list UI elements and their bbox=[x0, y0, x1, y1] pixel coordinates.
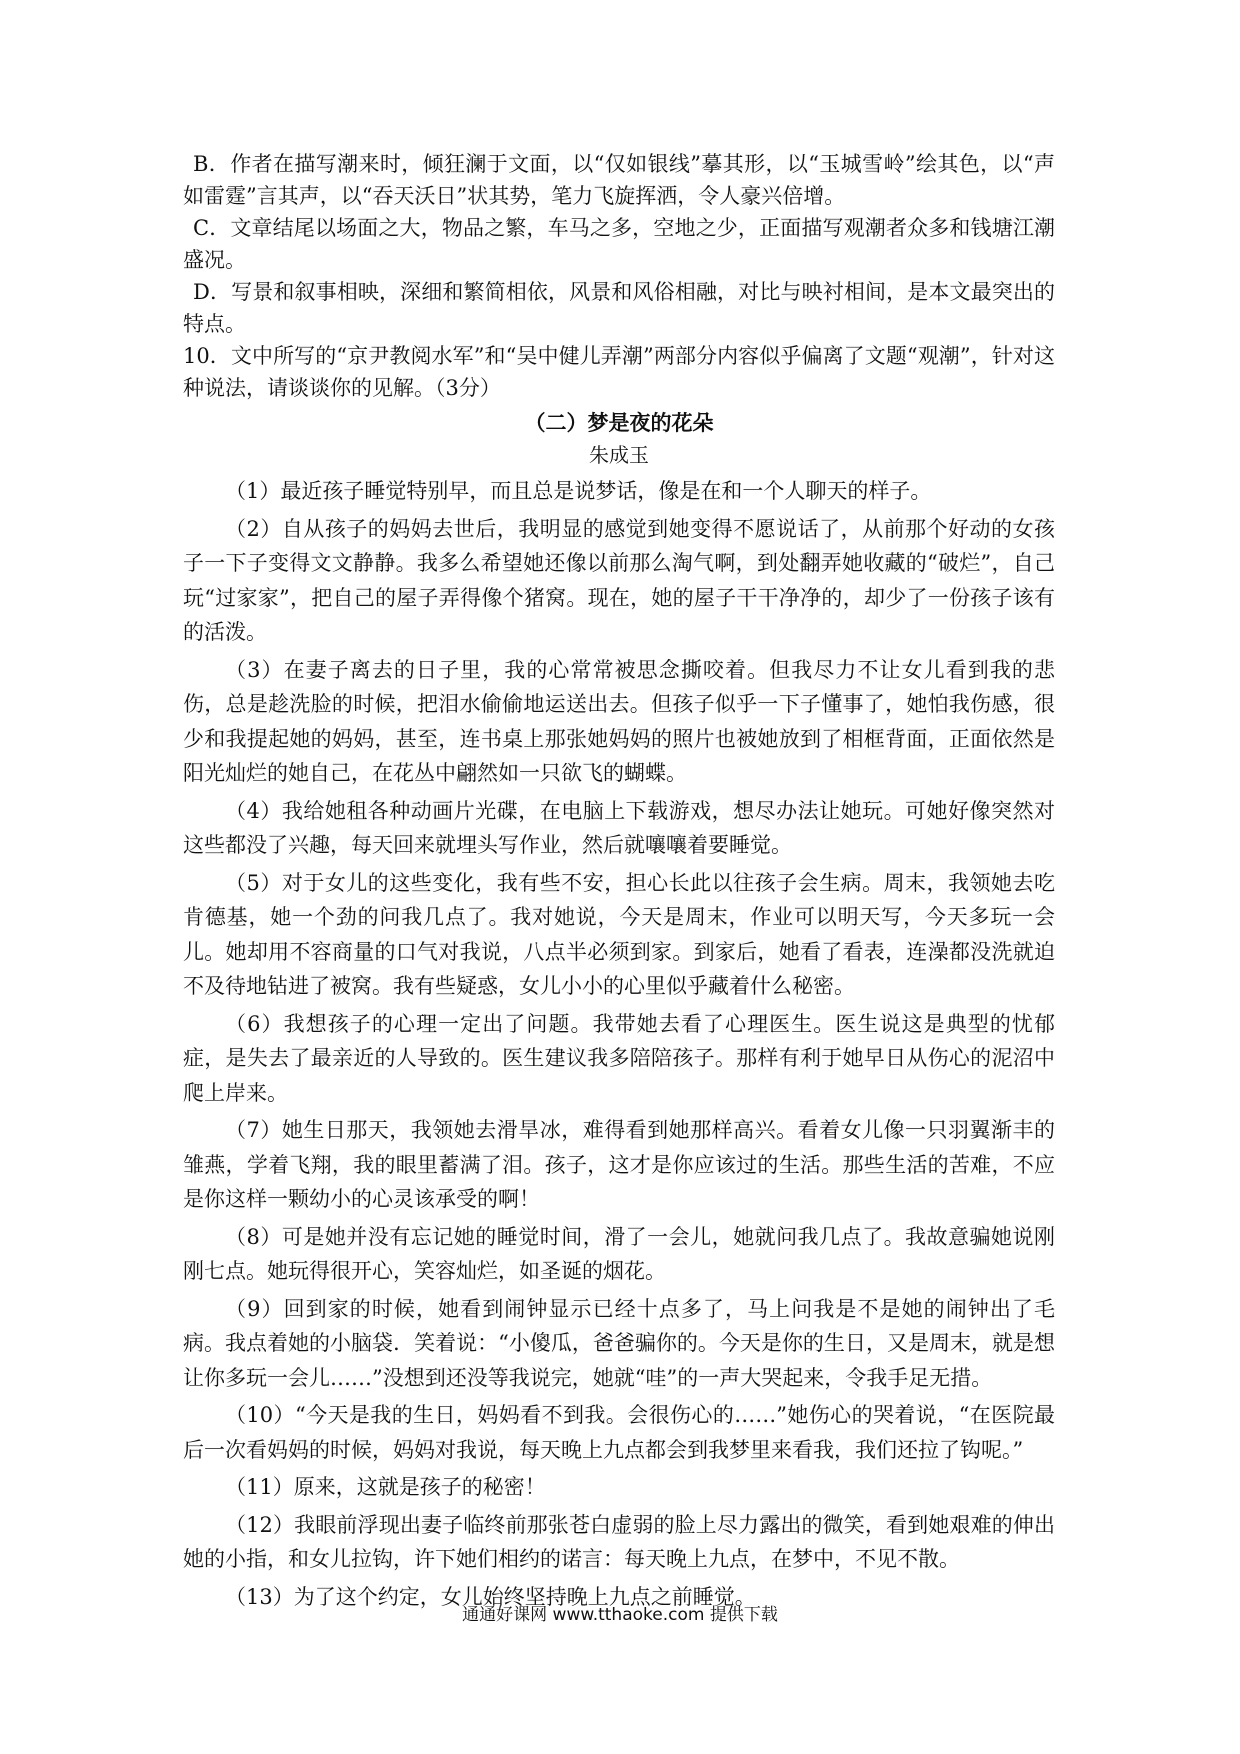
paragraph-11: （11）原来，这就是孩子的秘密！ bbox=[225, 1475, 546, 1499]
question-10: 10．文中所写的“京尹教阅水军”和“吴中健儿弄潮”两部分内容似乎偏离了文题“观潮”，针对这种说法，请谈谈你的见解。（3分） bbox=[183, 344, 1055, 400]
passage-author: 朱成玉 bbox=[589, 443, 649, 467]
paragraph-12: （12）我眼前浮现出妻子临终前那张苍白虚弱的脸上尽力露出的微笑，看到她艰难的伸出她的小指，和女儿拉钩，许下她们相约的诺言：每天晚上九点，在梦中，不见不散。 bbox=[183, 1512, 1055, 1571]
exam-page bbox=[183, 148, 1055, 1617]
paragraph-9: （9）回到家的时候，她看到闹钟显示已经十点多了，马上问我是不是她的闹钟出了毛病。我点着她的小脑袋．笑着说：“小傻瓜，爸爸骗你的。今天是你的生日，又是周末，就是想让你多玩一会儿……”没想到还没等我说完，她就“哇”的一声大哭起来，令我手足无措。 bbox=[183, 1296, 1055, 1390]
download-footer: 通通好课网 www.tthaoke.com 提供下载 bbox=[462, 1605, 778, 1625]
passage-title: （二）梦是夜的花朵 bbox=[524, 411, 714, 435]
paragraph-5: （5）对于女儿的这些变化，我有些不安，担心长此以往孩子会生病。周末，我领她去吃肯德基，她一个劲的问我几点了。我对她说，今天是周末，作业可以明天写，今天多玩一会儿。她却用不容商量的口气对我说，八点半必须到家。到家后，她看了看表，连澡都没洗就迫不及待地钻进了被窝。我有些疑惑，女儿小小的心里似乎藏着什么秘密。 bbox=[183, 870, 1055, 998]
option-b: B．作者在描写潮来时，倾狂澜于文面，以“仅如银线”摹其形，以“玉城雪岭”绘其色，以“声如雷霆”言其声，以“吞天沃日”状其势，笔力飞旋挥洒，令人豪兴倍增。 bbox=[183, 152, 1055, 208]
paragraph-2: （2）自从孩子的妈妈去世后，我明显的感觉到她变得不愿说话了，从前那个好动的女孩子一下子变得文文静静。我多么希望她还像以前那么淘气啊，到处翻弄她收藏的“破烂”，自己玩“过家家”，把自己的屋子弄得像个猪窝。现在，她的屋子干干净净的，却少了一份孩子该有的活泼。 bbox=[183, 516, 1055, 644]
paragraph-1: （1）最近孩子睡觉特别早，而且总是说梦话，像是在和一个人聊天的样子。 bbox=[225, 479, 932, 503]
paragraph-7: （7）她生日那天，我领她去滑旱冰，难得看到她那样高兴。看着女儿像一只羽翼渐丰的雏燕，学着飞翔，我的眼里蓄满了泪。孩子，这才是你应该过的生活。那些生活的苦难，不应是你这样一颗幼小的心灵该承受的啊！ bbox=[183, 1118, 1055, 1211]
paragraph-10: （10）“今天是我的生日，妈妈看不到我。会很伤心的……”她伤心的哭着说，“在医院最后一次看妈妈的时候，妈妈对我说，每天晚上九点都会到我梦里来看我，我们还拉了钩呢。” bbox=[183, 1403, 1055, 1462]
paragraph-4: （4）我给她租各种动画片光碟，在电脑上下载游戏，想尽办法让她玩。可她好像突然对这些都没了兴趣，每天回来就埋头写作业，然后就嚷嚷着要睡觉。 bbox=[183, 798, 1055, 857]
paragraph-13: （13）为了这个约定，女儿始终坚持晚上九点之前睡觉。 bbox=[225, 1584, 756, 1609]
paragraph-6: （6）我想孩子的心理一定出了问题。我带她去看了心理医生。医生说这是典型的忧郁症，是失去了最亲近的人导致的。医生建议我多陪陪孩子。那样有利于她早日从伤心的泥沼中爬上岸来。 bbox=[183, 1011, 1055, 1105]
option-c: C．文章结尾以场面之大，物品之繁，车马之多，空地之少，正面描写观潮者众多和钱塘江潮盛况。 bbox=[183, 216, 1055, 272]
paragraph-3: （3）在妻子离去的日子里，我的心常常被思念撕咬着。但我尽力不让女儿看到我的悲伤，总是趁洗脸的时候，把泪水偷偷地运送出去。但孩子似乎一下子懂事了，她怕我伤感，很少和我提起她的妈妈，甚至，连书桌上那张她妈妈的照片也被她放到了相框背面，正面依然是阳光灿烂的她自己，在花丛中翩然如一只欲飞的蝴蝶。 bbox=[183, 657, 1055, 785]
paragraph-8: （8）可是她并没有忘记她的睡觉时间，滑了一会儿，她就问我几点了。我故意骗她说刚刚七点。她玩得很开心，笑容灿烂，如圣诞的烟花。 bbox=[183, 1224, 1055, 1283]
option-d: D．写景和叙事相映，深细和繁简相依，风景和风俗相融，对比与映衬相间，是本文最突出的特点。 bbox=[183, 280, 1055, 336]
